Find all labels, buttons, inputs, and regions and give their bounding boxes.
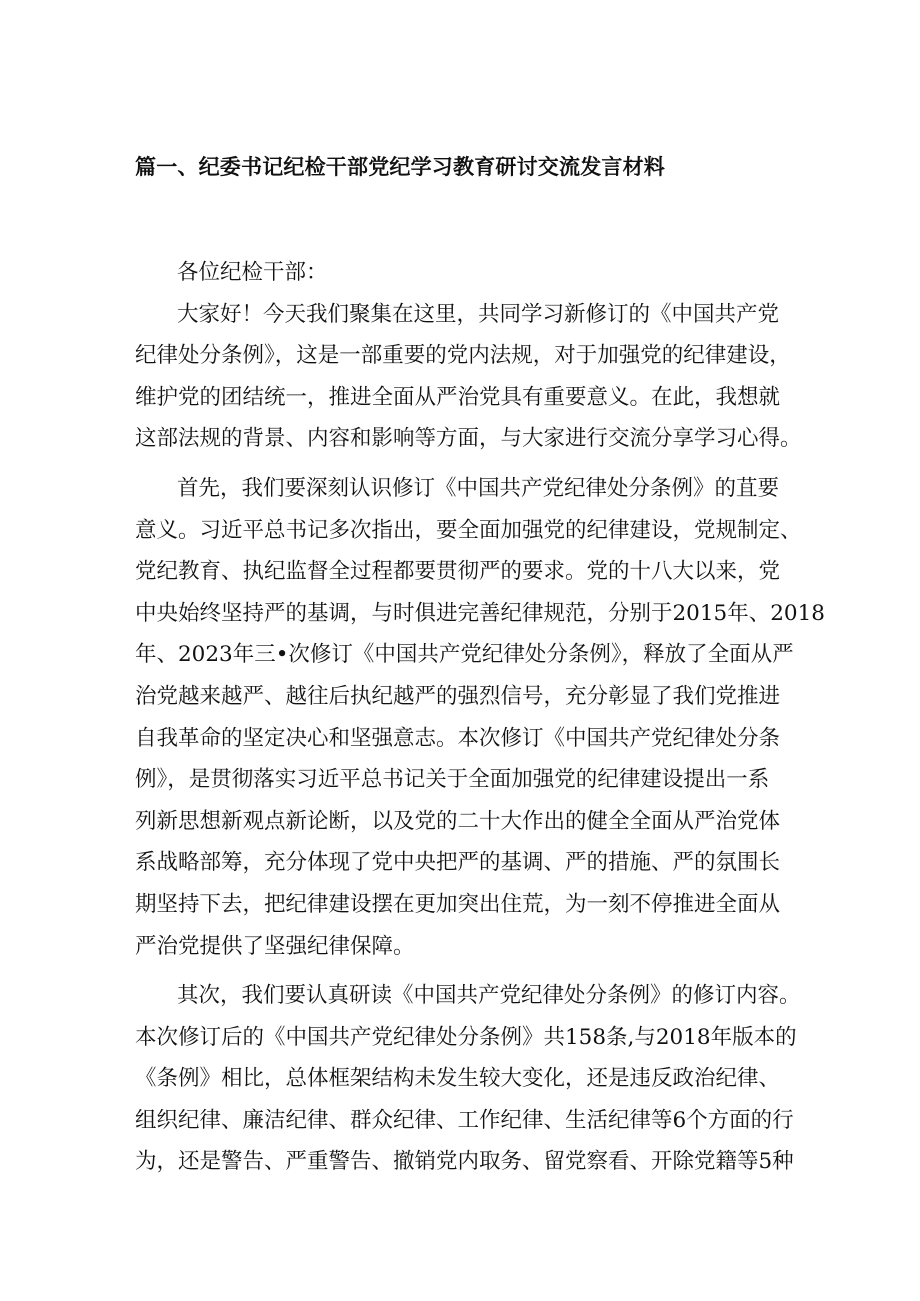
paragraph-line: 大家好！今天我们聚集在这里，共同学习新修订的《中国共产党 xyxy=(177,301,780,327)
paragraph-line: 纪律处分条例》，这是一部重要的党内法规，对于加强党的纪律建设， xyxy=(135,343,791,369)
paragraph-second-point xyxy=(135,975,800,1183)
paragraph-line: 党纪教育、执纪监督全过程都要贯彻严的要求。党的十八大以来，党 xyxy=(135,559,781,585)
paragraph-line: 《条例》相比，总体框架结构未发生较大变化，还是违反政治纪律、 xyxy=(135,1066,781,1092)
paragraph-line: 系战略部筹，充分体现了党中央把严的基调、严的措施、严的氛围长 xyxy=(135,850,781,876)
paragraph-line: 列新思想新观点新论断，以及党的二十大作出的健全全面从严治党体 xyxy=(135,808,781,834)
paragraph-line: 组织纪律、廉洁纪律、群众纪律、工作纪律、生活纪律等6个方面的行 xyxy=(135,1107,794,1133)
paragraph-line: 维护党的团结统一，推进全面从严治党具有重要意义。在此，我想就 xyxy=(135,384,781,410)
paragraph-line: 治党越来越严、越往后执纪越严的强烈信号，充分彰显了我们党推进 xyxy=(135,683,781,709)
paragraph-line: 例》，是贯彻落实习近平总书记关于全面加强党的纪律建设提出一系 xyxy=(135,767,770,793)
paragraph-line: 意义。习近平总书记多次指出，要全面加强党的纪律建设，党规制定、 xyxy=(135,517,802,543)
paragraph-line: 为，还是警告、严重警告、撤销党内取务、留党察看、开除党籍等5种 xyxy=(135,1149,794,1175)
paragraph-greeting xyxy=(135,294,800,460)
paragraph-first-point xyxy=(135,468,825,967)
paragraph-line: 中央始终坚持严的基调，与时俱进完善纪律规范，分别于2015年、2018 xyxy=(135,600,825,626)
salutation: 各位纪检干部： xyxy=(177,260,328,285)
paragraph-line: 这部法规的背景、内容和影响等方面，与大家进行交流分享学习心得。 xyxy=(135,426,802,452)
paragraph-line: 年、2023年三•次修订《中国共产党纪律处分条例》，释放了全面从严 xyxy=(135,642,794,668)
paragraph-line: 首先，我们要深刻认识修订《中国共产党纪律处分条例》的苴要 xyxy=(177,475,780,501)
document-title: 篇一、纪委书记纪检干部党纪学习教育研讨交流发言材料 xyxy=(135,155,665,179)
paragraph-line: 自我革命的坚定决心和坚强意志。本次修订《中国共产党纪律处分条 xyxy=(135,725,781,751)
paragraph-line: 其次，我们要认真研读《中国共产党纪律处分条例》的修订内容。 xyxy=(177,983,801,1009)
paragraph-line: 本次修订后的《中国共产党纪律处分条例》共158条,与2018年版本的 xyxy=(135,1024,797,1050)
paragraph-line: 严治党提供了坚强纪律保障。 xyxy=(135,933,415,959)
document-body xyxy=(135,252,825,1183)
paragraph-line: 期坚持下去，把纪律建设摆在更加突出住荒，为一刻不停推进全面从 xyxy=(135,891,781,917)
